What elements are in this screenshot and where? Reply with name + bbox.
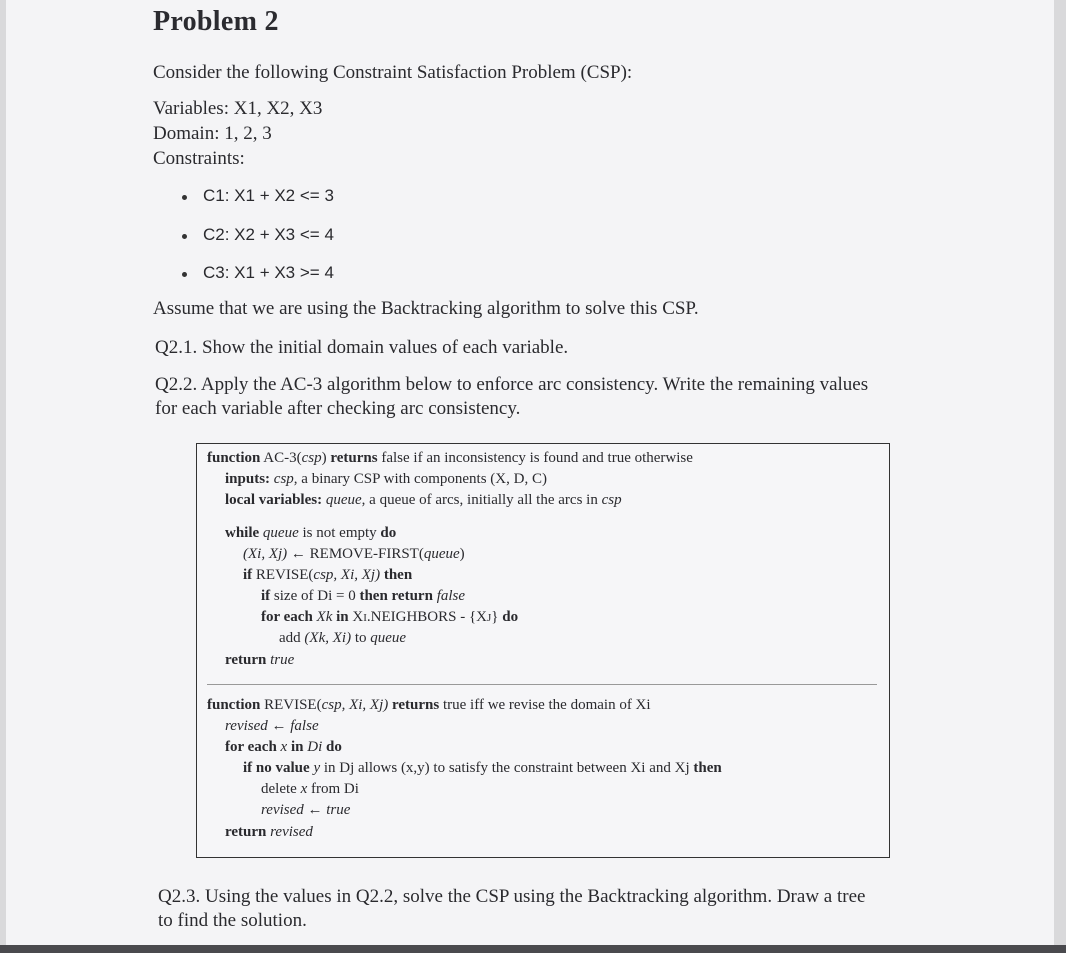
bottom-bar (0, 945, 1066, 953)
ac3-signature: function AC-3(csp) returns false if an inconsistency is found and true otherwise (207, 450, 693, 466)
constraint-c2: C2: X2 + X3 <= 4 (203, 225, 334, 244)
question-2-2-line-1: Q2.2. Apply the AC-3 algorithm below to enforce arc consistency. Write the remaining values (155, 374, 869, 395)
problem-title: Problem 2 (153, 6, 279, 37)
revise-for-each: for each x in Di do (225, 739, 342, 755)
domain-line: Domain: 1, 2, 3 (153, 123, 272, 144)
ac3-if-revise: if REVISE(csp, Xi, Xj) then (243, 567, 413, 583)
bullet-icon (182, 272, 187, 277)
intro-text: Consider the following Constraint Satisfaction Problem (CSP): (153, 62, 633, 83)
bullet-icon (182, 195, 187, 200)
algorithm-divider (207, 684, 877, 685)
algorithm-box (196, 443, 890, 858)
question-2-1: Q2.1. Show the initial domain values of each variable. (155, 337, 569, 358)
revise-signature: function REVISE(csp, Xi, Xj) returns true iff we revise the domain of Xi (207, 697, 651, 713)
revise-init: revised ← false (225, 718, 319, 734)
assume-text: Assume that we are using the Backtracking algorithm to solve this CSP. (153, 298, 699, 319)
question-2-3-line-1: Q2.3. Using the values in Q2.2, solve the CSP using the Backtracking algorithm. Draw a tree (158, 886, 866, 907)
document-page (6, 0, 1054, 945)
ac3-inputs: inputs: csp, a binary CSP with components (X, D, C) (225, 471, 547, 487)
revise-delete: delete x from Di (261, 781, 359, 797)
ac3-if-size: if size of Di = 0 then return false (261, 588, 466, 604)
constraint-c3: C3: X1 + X3 >= 4 (203, 263, 334, 282)
question-2-2-line-2: for each variable after checking arc consistency. (155, 398, 521, 419)
variables-line: Variables: X1, X2, X3 (153, 98, 323, 119)
ac3-return: return true (225, 652, 295, 668)
ac3-for-each: for each Xk in Xi.NEIGHBORS - {Xj} do (261, 609, 519, 625)
revise-set-true: revised ← true (261, 802, 351, 818)
ac3-while: while queue is not empty do (225, 525, 397, 541)
bullet-icon (182, 234, 187, 239)
revise-if: if no value y in Dj allows (x,y) to satisfy the constraint between Xi and Xj then (243, 760, 722, 776)
ac3-remove-first: (Xi, Xj) ← REMOVE-FIRST(queue) (243, 546, 465, 562)
constraints-label: Constraints: (153, 148, 245, 169)
ac3-add: add (Xk, Xi) to queue (279, 630, 407, 646)
question-2-3-line-2: to find the solution. (158, 910, 307, 931)
revise-return: return revised (225, 824, 313, 840)
constraint-c1: C1: X1 + X2 <= 3 (203, 186, 334, 205)
ac3-locals: local variables: queue, a queue of arcs, initially all the arcs in csp (225, 492, 622, 508)
